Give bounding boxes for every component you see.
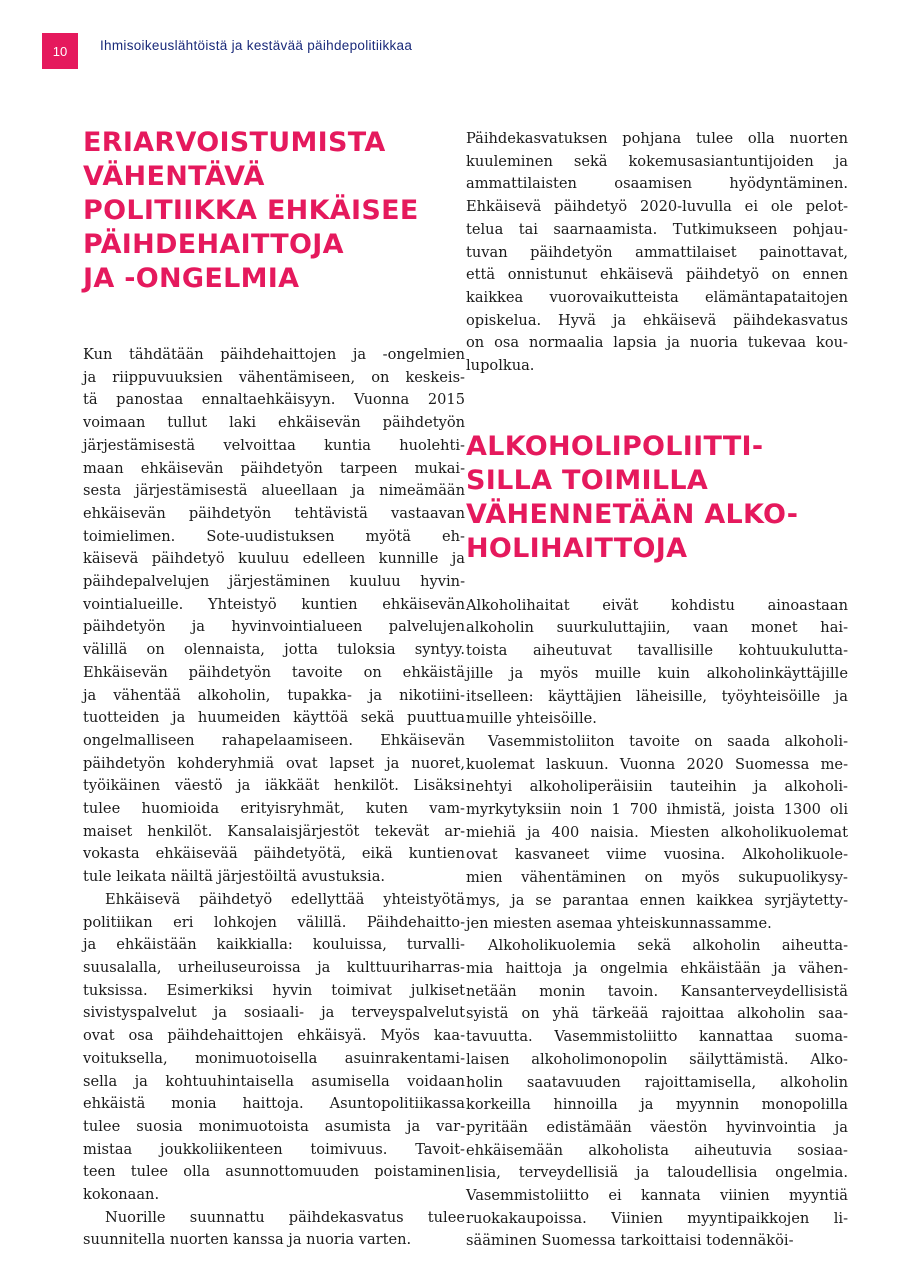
text-line: vointialueille. Yhteistyö kuntien ehkäisevän — [83, 595, 465, 613]
text-line: opiskelua. Hyvä ja ehkäisevä päihdekasvatus — [466, 311, 848, 329]
section-heading-right — [466, 430, 848, 566]
text-line: tulee suosia monimuotoista asumista ja var- — [83, 1117, 465, 1135]
text-line: ja riippuvuuksien vähentämiseen, on keskeis- — [83, 368, 465, 386]
running-header-title: Ihmisoikeuslähtöistä ja kestävää päihdepolitiikkaa — [100, 38, 413, 53]
heading-line: POLITIIKKA EHKÄISEE — [83, 195, 419, 226]
text-line: sivistyspalvelut ja sosiaali- ja terveyspalvelut — [83, 1004, 465, 1022]
text-line: politiikan eri lohkojen välillä. Päihdehaitto- — [83, 913, 465, 931]
text-line: ongelmalliseen rahapelaamiseen. Ehkäisevän — [83, 731, 465, 749]
text-line: ammattilaisten osaamisen hyödyntäminen. — [466, 175, 848, 193]
text-line: myrkytyksiin noin 1 700 ihmistä, joista 1300 oli — [466, 801, 848, 819]
text-line: lupolkua. — [466, 357, 535, 375]
heading-line: HOLIHAITTOJA — [466, 532, 688, 564]
page-number: 10 — [42, 33, 78, 69]
paragraph — [83, 344, 465, 889]
text-line: Ehkäisevä päihdetyö 2020-luvulla ei ole pelot- — [466, 198, 848, 216]
text-line: päihdepalvelujen järjestäminen kuuluu hyvin- — [83, 573, 465, 591]
text-line: tuvan päihdetyön ammattilaiset painottavat, — [466, 243, 848, 261]
text-line: nehtyi alkoholiperäisiin tauteihin ja alkoholi- — [466, 778, 848, 796]
text-line: välillä on olennaista, jotta tuloksia syntyy. — [83, 641, 465, 659]
text-line: Vasemmistoliiton tavoite on saada alkoholi- — [488, 732, 848, 750]
text-line: kaikkea vuorovaikutteista elämäntapataitojen — [466, 288, 848, 306]
text-line: tavuutta. Vasemmistoliitto kannattaa suoma- — [466, 1028, 848, 1046]
paragraph — [466, 128, 848, 378]
text-line: tä panostaa ennaltaehkäisyyn. Vuonna 2015 — [83, 391, 465, 409]
text-line: jille ja myös muille kuin alkoholinkäyttäjille — [466, 664, 848, 682]
text-line: ruokakaupoissa. Viinien myyntipaikkojen li- — [466, 1209, 848, 1227]
text-line: Vasemmistoliitto ei kannata viinien myyntiä — [466, 1187, 848, 1205]
text-line: sella ja kohtuuhintaisella asumisella voidaan — [83, 1072, 465, 1090]
text-line: työikäinen väestö ja iäkkäät henkilöt. Lisäksi — [83, 777, 465, 795]
text-line: voituksella, monimuotoisella asuinrakentami- — [83, 1049, 465, 1067]
text-line: tulee huomioida erityisryhmät, kuten vam- — [83, 800, 465, 818]
text-line: että onnistunut ehkäisevä päihdetyö on ennen — [466, 266, 848, 284]
text-line: voimaan tullut laki ehkäisevän päihdetyön — [83, 414, 465, 432]
text-line: Alkoholihaitat eivät kohdistu ainoastaan — [466, 596, 848, 614]
text-line: on osa normaalia lapsia ja nuoria tukevaa kou- — [466, 334, 848, 352]
text-line: järjestämisestä velvoittaa kuntia huolehti- — [83, 436, 465, 454]
text-line: ja ehkäistään kaikkialla: kouluissa, turvalli- — [83, 936, 465, 954]
heading-line: SILLA TOIMILLA — [466, 464, 709, 496]
text-line: toista aiheutuvat tavallisille kohtuukulutta- — [466, 642, 848, 660]
text-line: laisen alkoholimonopolin säilyttämistä. Alko- — [466, 1050, 848, 1068]
paragraph — [83, 889, 465, 1207]
text-line: käisevä päihdetyö kuuluu edelleen kunnille ja — [83, 550, 465, 568]
text-line: ovat kasvaneet viime vuosina. Alkoholikuole- — [466, 846, 848, 864]
text-line: mia haittoja ja ongelmia ehkäistään ja vähen- — [466, 959, 848, 977]
text-line: sääminen Suomessa tarkoittaisi todennäköi- — [466, 1232, 794, 1250]
text-line: mistaa joukkoliikenteen toimivuus. Tavoit- — [83, 1140, 465, 1158]
text-line: Nuorille suunnattu päihdekasvatus tulee — [105, 1208, 465, 1226]
text-line: päihdetyön ja hyvinvointialueen palvelujen — [83, 618, 465, 636]
text-line: mien vähentäminen on myös sukupuolikysy- — [466, 869, 848, 887]
text-line: ovat osa päihdehaittojen ehkäisyä. Myös kaa- — [83, 1027, 465, 1045]
left-column — [83, 126, 465, 1252]
text-line: tuotteiden ja huumeiden käyttöä sekä puuttua — [83, 709, 465, 727]
text-line: holin saatavuuden rajoittamisella, alkoholin — [466, 1073, 848, 1091]
text-line: lisia, terveydellisiä ja taloudellisia ongelmia. — [466, 1164, 848, 1182]
text-line: päihdetyön kohderyhmiä ovat lapset ja nuoret, — [83, 754, 465, 772]
text-line: pyritään edistämään väestön hyvinvointia ja — [466, 1118, 848, 1136]
right-intro-text — [466, 128, 848, 378]
paragraph — [466, 595, 848, 731]
text-line: sesta järjestämisestä alueellaan ja nimeämään — [83, 482, 465, 500]
paragraph — [83, 1207, 465, 1252]
text-line: Ehkäisevä päihdetyö edellyttää yhteistyötä — [105, 890, 465, 908]
text-line: ehkäisevän päihdetyön tehtävistä vastaavan — [83, 504, 465, 522]
heading-line: PÄIHDEHAITTOJA — [83, 229, 344, 260]
text-line: tuksissa. Esimerkiksi hyvin toimivat julkiset — [83, 981, 465, 999]
text-line: maiset henkilöt. Kansalaisjärjestöt tekevät ar- — [83, 822, 465, 840]
paragraph — [466, 731, 848, 935]
text-line: korkeilla hinnoilla ja myynnin monopolilla — [466, 1096, 848, 1114]
text-line: kokonaan. — [83, 1186, 160, 1204]
text-line: syistä on yhä tärkeää rajoittaa alkoholin saa- — [466, 1005, 848, 1023]
paragraph — [466, 935, 848, 1253]
text-line: ehkäistä monia haittoja. Asuntopolitiikassa — [83, 1095, 465, 1113]
text-line: vokasta ehkäisevää päihdetyötä, eikä kuntien — [83, 845, 465, 863]
text-line: toimielimen. Sote-uudistuksen myötä eh- — [83, 527, 465, 545]
text-line: maan ehkäisevän päihdetyön tarpeen mukai- — [83, 459, 465, 477]
right-body-text — [466, 595, 848, 1253]
text-line: tule leikata näiltä järjestöiltä avustuksia. — [83, 868, 386, 886]
right-column — [466, 126, 848, 1253]
text-line: kuuleminen sekä kokemusasiantuntijoiden ja — [466, 152, 848, 170]
text-line: kuolemat laskuun. Vuonna 2020 Suomessa me- — [466, 755, 848, 773]
text-line: muille yhteisöille. — [466, 710, 597, 728]
text-line: itselleen: käyttäjien läheisille, työyhteisöille ja — [466, 687, 848, 705]
heading-line: ALKOHOLIPOLIITTI- — [466, 430, 764, 462]
text-line: Alkoholikuolemia sekä alkoholin aiheutta- — [488, 937, 848, 955]
text-line: Kun tähdätään päihdehaittojen ja -ongelmien — [83, 346, 465, 363]
heading-line: JA -ONGELMIA — [83, 263, 300, 294]
heading-line: VÄHENNETÄÄN ALKO- — [466, 498, 799, 530]
text-line: alkoholin suurkuluttajiin, vaan monet hai- — [466, 619, 848, 637]
text-line: ja vähentää alkoholin, tupakka- ja nikotiini- — [83, 686, 465, 704]
text-line: suunnitella nuorten kanssa ja nuoria varten. — [83, 1231, 412, 1249]
text-line: mys, ja se parantaa ennen kaikkea syrjäytetty- — [466, 891, 848, 909]
heading-line: ERIARVOISTUMISTA — [83, 127, 386, 158]
text-line: Ehkäisevän päihdetyön tavoite on ehkäistä — [83, 663, 465, 681]
text-line: ehkäisemään alkoholista aiheutuvia sosiaa- — [466, 1141, 848, 1159]
text-line: jen miesten asemaa yhteiskunnassamme. — [466, 914, 772, 932]
text-line: miehiä ja 400 naisia. Miesten alkoholikuolemat — [466, 823, 848, 841]
text-line: Päihdekasvatuksen pohjana tulee olla nuorten — [466, 130, 848, 147]
text-line: suusalalla, urheiluseuroissa ja kulttuuriharras- — [83, 958, 465, 976]
left-body-text — [83, 344, 465, 1252]
section-heading-left — [83, 126, 465, 296]
heading-line: VÄHENTÄVÄ — [83, 161, 265, 192]
text-line: netään monin tavoin. Kansanterveydellisistä — [466, 982, 848, 1000]
text-line: teen tulee olla asunnottomuuden poistaminen — [83, 1163, 465, 1181]
text-line: telua tai saarnaamista. Tutkimukseen pohjau- — [466, 220, 848, 238]
